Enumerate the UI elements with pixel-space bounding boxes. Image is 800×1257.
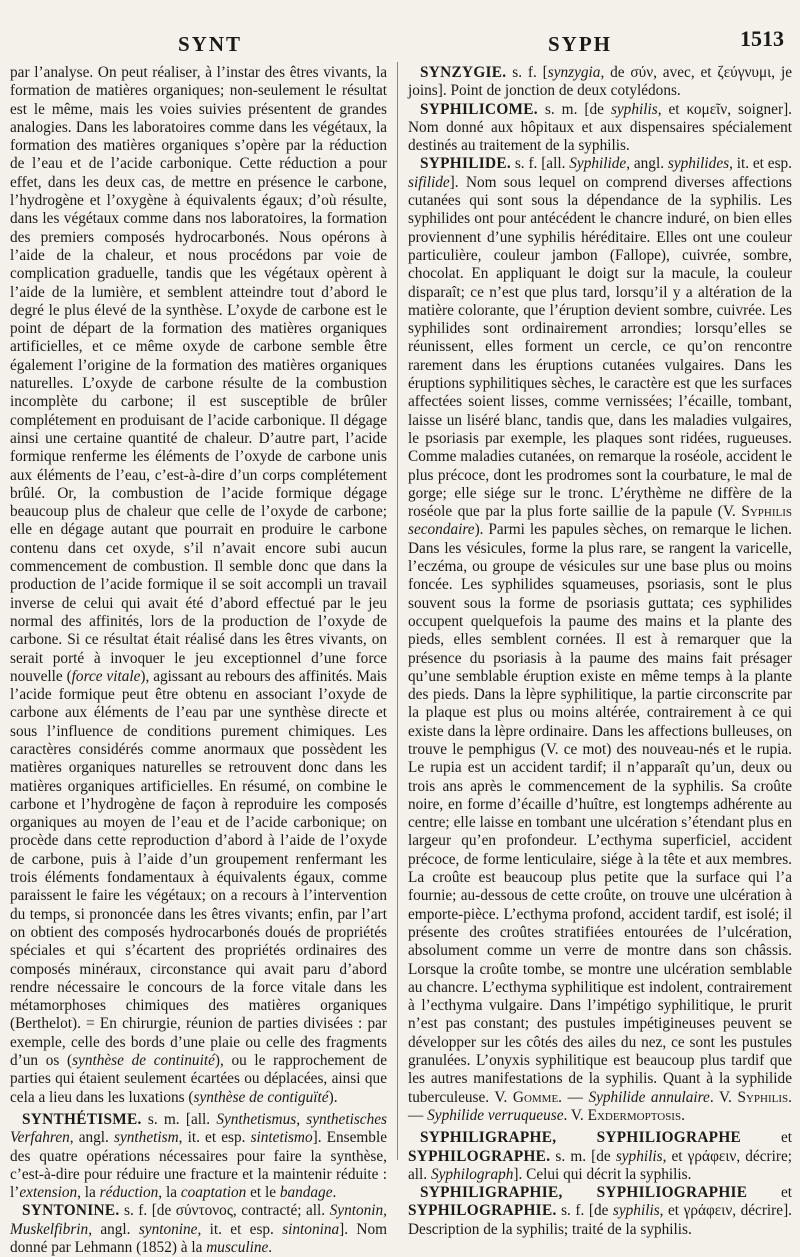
entry-syntonine: SYNTONINE. s. f. [de σύντονος, contracté; all. Syntonin, Muskelfibrin, angl. syntonine, it. et esp. sintonina]. Nom donné par Lehmann (1852) à la musculine. bbox=[10, 1202, 387, 1256]
headword: SYNTHÉTISME. bbox=[22, 1110, 142, 1128]
column-divider bbox=[397, 62, 398, 1160]
synthese-continuation: par l’analyse. On peut réaliser, à l’instar des êtres vivants, la formation de matières organiques; non-seulement le résultat est le même, mais les voies suivies présentent de grandes analogies. Dans les laboratoires comme dans les végétaux, la formation des matières organiques s’opère par la réduction de l’eau et de l’acide carbonique. Cette réduction a pour effet, dans les deux cas, de mettre en présence le carbone, l’hydrogène et l’oxygène à équivalents égaux; d’où résulte, dans les végétaux comme dans nos laboratoires, la formation des premiers composés hydrocarbonés. Nous opérons à l’aide de la chaleur, et nous procédons par voie de complication graduelle, tandis que les végétaux opèrent à l’aide de la lumière, et semblent atteindre tout d’abord le degré le plus élevé de la synthèse. L’oxyde de carbone est le point de départ de la formation des matières organiques artificielles, et ce même oxyde de carbone semble être également l’origine de la formation des matières organiques naturelles. L’oxyde de carbone résulte de la combustion incomplète du carbone; il est susceptible de brûler complétement en produisant de l’acide carbonique. Il dégage ainsi une certaine quantité de chaleur. D’autre part, l’acide formique renferme les éléments de l’oxyde de carbone unis aux éléments de l’eau, c’est-à-dire d’un corps complétement brûlé. Or, la combustion de l’acide formique dégage beaucoup plus de chaleur que celle de l’oxyde de carbone; elle en dégage autant que pourrait en produire le carbone contenu dans cet oxyde, s’il n’avait encore subi aucun commencement de combustion. Il semble donc que dans la production de l’acide formique il se soit accompli un travail inverse de celui qui avait été d’abord effectué par le jeu normal des affinités, lors de la production de l’oxyde de carbone. Si ce résultat était réalisé dans les êtres vivants, on serait porté à invoquer le jeu exceptionnel d’une force nouvelle (force vitale), agissant au rebours des affinités. Mais l’acide formique peut être obtenu en associant l’oxyde de carbone aux éléments de l’eau par une synthèse directe et sous l’influence de conditions purement chimiques. Les caractères considérés comme anormaux que possèdent les matières organiques naturelles se retrouvent donc dans les matières organiques artificielles. En résumé, on combine le carbone et l’hydrogène de façon à reproduire les composés organiques au moyen de l’eau et de l’acide carbonique; on procède dans cette reproduction d’abord à l’aide de l’oxyde de carbone, puis à l’aide d’un groupement renfermant les trois éléments fondamentaux à équivalents égaux, comme paraissent le faire les végétaux; on a recours à l’intervention du temps, si prononcée dans les êtres vivants; enfin, par l’art on obtient des composés hydrocarbonés doués de propriétés spéciales et qui s’écartent des propriétés ordinaires des composés minéraux, circonstance qui avait paru d’abord rendre nécessaire le concours de la force vitale dans les métamorphoses chimiques des matières organiques (Berthelot). = En chirurgie, réunion de parties divisées : par exemple, celle des bords d’une plaie ou celle des fragments d’un os (synthèse de continuité), ou le rapprochement de parties qui étaient seulement écartées ou déplacées, ainsi que cela a lieu dans les luxations (synthèse de contiguïté). bbox=[10, 64, 387, 1106]
entry-syphiligraphie: SYPHILIGRAPHIE, SYPHILIOGRAPHIE et SYPHILOGRAPHIE. s. f. [de syphilis, et γράφειν, décrire]. Description de la syphilis; traité de la syphilis. bbox=[408, 1184, 792, 1238]
running-header bbox=[0, 22, 800, 62]
left-running-head: SYNT bbox=[178, 32, 243, 56]
right-column bbox=[408, 64, 792, 1238]
entry-syphilicome: SYPHILICOME. s. m. [de syphilis, et κομεῖν, soigner]. Nom donné aux hôpitaux et aux dispensaires spécialement destinés au traitement de la syphilis. bbox=[408, 100, 792, 155]
headword: SYPHILIGRAPHE, SYPHILIOGRAPHE bbox=[420, 1129, 742, 1147]
page-number: 1513 bbox=[740, 26, 784, 51]
headword: SYPHILICOME. bbox=[420, 100, 538, 118]
left-column bbox=[10, 64, 387, 1256]
entry-synthetisme: SYNTHÉTISME. s. m. [all. Synthetismus, synthetisches Verfahren, angl. synthetism, it. et esp. sintetismo]. Ensemble des quatre opérations nécessaires pour faire la synthèse, c’est-à-dire pour réduire une fracture et la maintenir réduite : l’extension, la réduction, la coaptation et le bandage. bbox=[10, 1110, 387, 1202]
right-running-head: SYPH bbox=[548, 32, 613, 56]
headword: SYPHILIGRAPHIE, SYPHILIOGRAPHIE bbox=[420, 1184, 748, 1202]
headword: SYPHILIDE. bbox=[420, 155, 511, 173]
headword: SYNZYGIE. bbox=[420, 64, 507, 81]
entry-syphilide: SYPHILIDE. s. f. [all. Syphilide, angl. syphilides, it. et esp. sifilide]. Nom sous lequel on comprend diverses affections cutanées qui sont sous la dépendance de la syphilis. Les syphilides ont pour antécédent le chancre induré, on bien elles proviennent d’une syphilis héréditaire. Elles ont une couleur particulière, couleur jambon (Fallope), cuivrée, sombre, chocolat. En appliquant le doigt sur la macule, la couleur disparaît; ce n’est que plus tard, lorsqu’il y a altération de la matière colorante, que l’éruption devient sombre, cuivrée. Les syphilides sont ordinairement arrondies; lorsqu’elles se réunissent, elles forment un cercle, ce qu’on rencontre rarement dans les éruptions cutanées vulgaires. Dans les éruptions syphilitiques sèches, le caractère est que les surfaces affectées soient lisses, comme vernissées; l’écaille, tombant, laisse un liséré blanc, tandis que, dans les maladies vulgaires, le psoriasis par exemple, les plaques sont ridées, rugueuses. Comme maladies cutanées, on remarque la roséole, accident le plus précoce, dont les prodromes sont la courbature, le mal de gorge; elle siége sur le tronc. L’érythème ne diffère de la roséole que par la plus forte saillie de la papule (V. Syphilis secondaire). Parmi les papules sèches, on remarque le lichen. Dans les vésicules, forme la plus rare, se rangent la varicelle, l’eczéma, ou groupe de vésicules sur une base plus ou moins foncée. Les syphilides squameuses, psoriasis, sont le plus souvent sous la forme de psoriasis guttata; ces syphilides occupent quelquefois la paume des mains et la plante des pieds, elles semblent cornées. Il est à remarquer que la présence du psoriasis à la paume des mains fait présager qu’une semblable éruption existe en même temps à la plante des pieds. Dans la lèpre syphilitique, la partie circonscrite par la plaque est plus ou moins altérée, contrairement à ce qui existe dans la lèpre ordinaire. Dans les affections bulleuses, on trouve le pemphigus (V. ce mot) des nouveau-nés et le rupia. Le rupia est un accident tardif; il n’apparaît qu’un, deux ou trois ans après le commencement de la syphilis. Sa croûte noire, en forme d’écaille d’huître, est longtemps adhérente au centre; elle laisse en tombant une ulcération s’étendant plus en largeur qu’en profondeur. L’ecthyma superficiel, accident précoce, de forme lenticulaire, siége à la tête et aux membres. La croûte est beaucoup plus petite que la surface qui l’a fournie; au-dessous de cette croûte, on trouve une ulcération à emporte-pièce. L’ecthyma profond, accident tardif, est isolé; il présente des croûtes stratifiées entourées de l’ulcération, absolument comme un verre de montre dans son châssis. Lorsque la croûte tombe, se montre une ulcération semblable au chancre. L’ecthyma syphilitique est indolent, contrairement à l’ecthyma vulgaire. Dans l’impétigo syphilitique, le prurit n’est pas constant; des pustules impétigineuses peuvent se développer sur les côtés des ailes du nez, ce sont les pustules granulées. L’onyxis syphilitique est beaucoup plus tardif que les autres manifestations de la syphilis. Quant à la syphilide tuberculeuse. V. Gomme. — Syphilide annulaire. V. Syphilis. — Syphilide verruqueuse. V. Exdermoptosis. bbox=[408, 155, 792, 1124]
headword: SYNTONINE. bbox=[22, 1202, 120, 1220]
entry-syphiligraphe: SYPHILIGRAPHE, SYPHILIOGRAPHE et SYPHILOGRAPHE. s. m. [de syphilis, et γράφειν, décrire; all. Syphilograph]. Celui qui décrit la syphilis. bbox=[408, 1129, 792, 1183]
entry-synzygie: SYNZYGIE. s. f. [synzygia, de σύν, avec, et ζεύγνυμι, je joins]. Point de jonction de deux cotylédons. bbox=[408, 64, 792, 100]
